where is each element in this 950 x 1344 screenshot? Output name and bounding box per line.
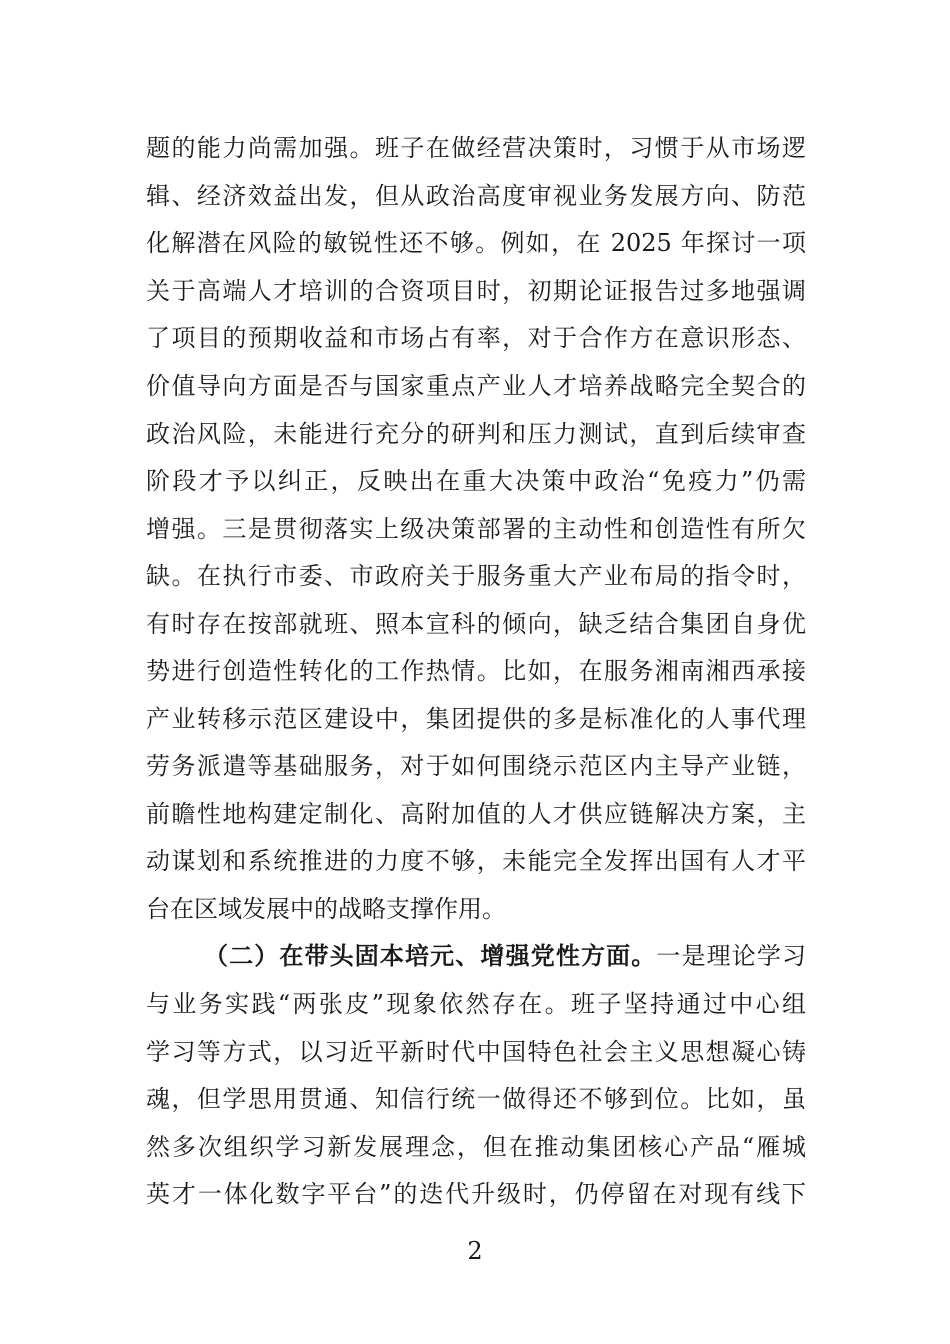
section-heading-line bbox=[204, 936, 806, 976]
paragraph-line: 前瞻性地构建定制化、高附加值的人才供应链解决方案，主 bbox=[146, 800, 806, 828]
paragraph-line: 学习等方式，以习近平新时代中国特色社会主义思想凝心铸 bbox=[146, 1038, 806, 1066]
paragraph-line: 关于高端人才培训的合资项目时，初期论证报告过多地强调 bbox=[146, 277, 806, 305]
page-number: 2 bbox=[467, 1237, 483, 1265]
paragraph-line: 政治风险，未能进行充分的研判和压力测试，直到后续审查 bbox=[146, 420, 806, 448]
paragraph-line: 题的能力尚需加强。班子在做经营决策时，习惯于从市场逻 bbox=[146, 134, 806, 162]
paragraph-line: 与业务实践“两张皮”现象依然存在。班子坚持通过中心组 bbox=[146, 990, 806, 1018]
paragraph-line: 产业转移示范区建设中，集团提供的多是标准化的人事代理 bbox=[146, 705, 806, 733]
paragraph-line: 英才一体化数字平台”的迭代升级时，仍停留在对现有线下 bbox=[146, 1180, 806, 1208]
paragraph-line: 然多次组织学习新发展理念，但在推动集团核心产品“雁城 bbox=[146, 1133, 806, 1161]
paragraph-line: 增强。三是贯彻落实上级决策部署的主动性和创造性有所欠 bbox=[146, 515, 806, 543]
section-heading: （二）在带头固本培元、增强党性方面。 bbox=[204, 941, 657, 970]
paragraph-line: 劳务派遣等基础服务，对于如何围绕示范区内主导产业链， bbox=[146, 752, 806, 780]
paragraph-line: 有时存在按部就班、照本宣科的倾向，缺乏结合集团自身优 bbox=[146, 610, 806, 638]
paragraph-last-line: 台在区域发展中的战略支撑作用。 bbox=[146, 895, 506, 923]
paragraph-line: 价值导向方面是否与国家重点产业人才培养战略完全契合的 bbox=[146, 372, 806, 400]
paragraph-line: 阶段才予以纠正，反映出在重大决策中政治“免疫力”仍需 bbox=[146, 467, 806, 495]
paragraph-line: 势进行创造性转化的工作热情。比如，在服务湘南湘西承接 bbox=[146, 657, 806, 685]
paragraph-line: 了项目的预期收益和市场占有率，对于合作方在意识形态、 bbox=[146, 324, 806, 352]
paragraph-line: 辑、经济效益出发，但从政治高度审视业务发展方向、防范 bbox=[146, 182, 806, 210]
paragraph-line: 动谋划和系统推进的力度不够，未能完全发挥出国有人才平 bbox=[146, 847, 806, 875]
paragraph-line: 缺。在执行市委、市政府关于服务重大产业布局的指令时， bbox=[146, 562, 806, 590]
paragraph-line: 化解潜在风险的敏锐性还不够。例如，在 2025 年探讨一项 bbox=[146, 229, 806, 257]
section-heading-text: 一是理论学习 bbox=[656, 942, 807, 970]
paragraph-line: 魂，但学思用贯通、知信行统一做得还不够到位。比如，虽 bbox=[146, 1085, 806, 1113]
